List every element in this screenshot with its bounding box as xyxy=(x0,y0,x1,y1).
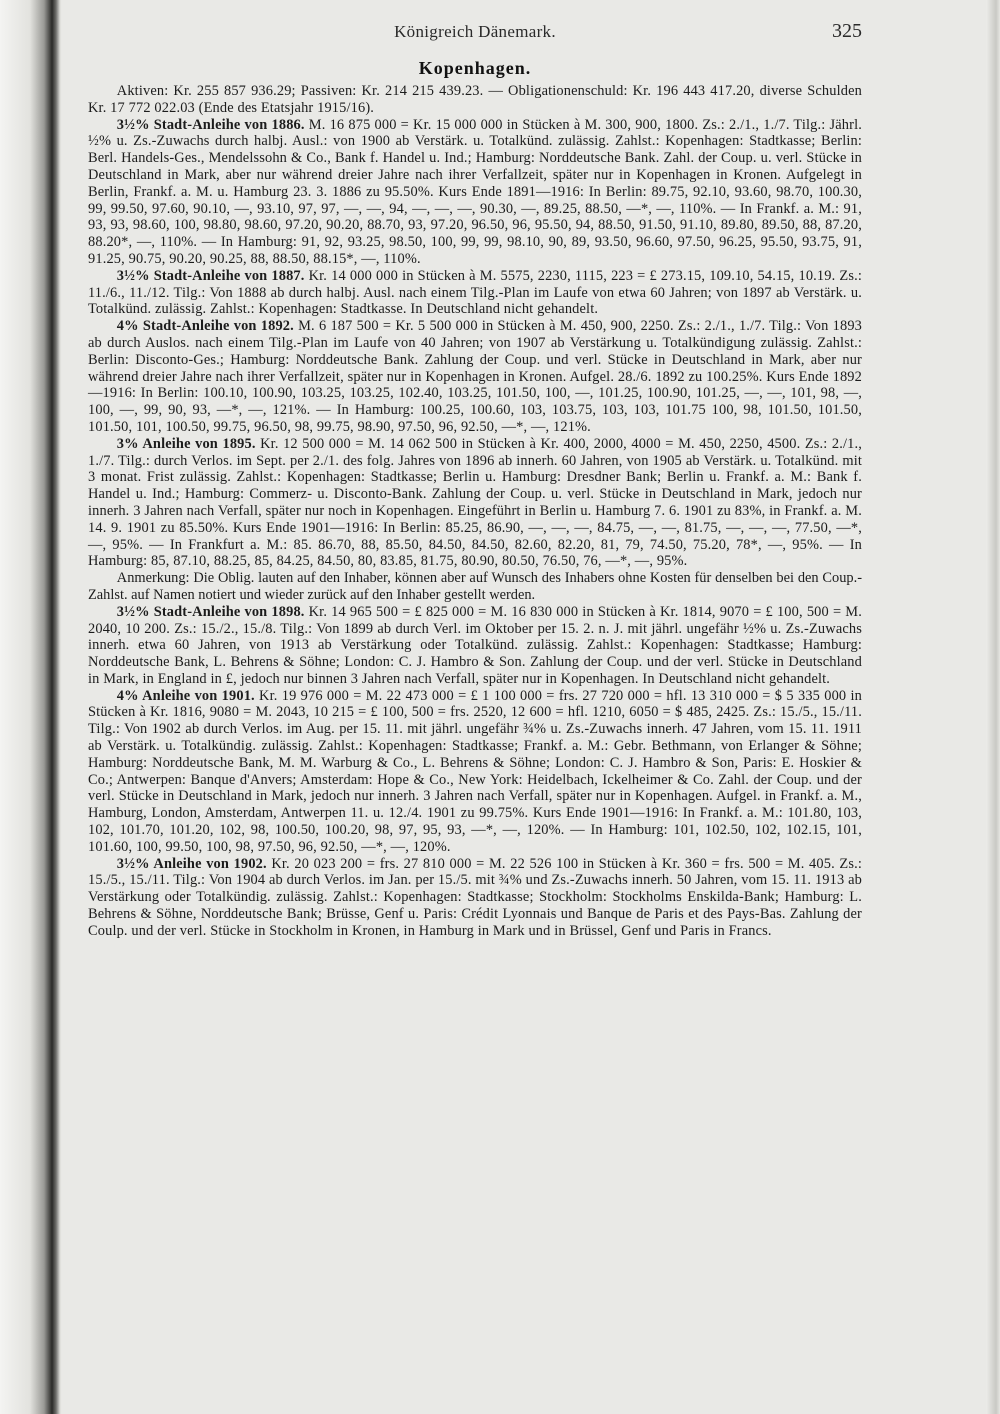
bond-entry-text: M. 16 875 000 = Kr. 15 000 000 in Stücken à M. 300, 900, 1800. Zs.: 2./1., 1./7. Tilg.: Jährl. ½% u. Zs.-Zuwachs durch halbj. Ausl.: von 1900 ab Verstärk. u. Totalkünd. zulässig. Zahlst.: Kopenhagen: Stadtkasse; Berlin: Berl. Handels-Ges., Mendelssohn & Co., Bank f. Handel u. Ind.; Hamburg: Norddeutsche Bank. Zahl. der Coup. u. verl. Stücke in Deutschland in Mark, aber nur während dreier Jahre nach ihrer Verfallzeit, später nur in Kopenhagen in Kronen. Aufgelegt in Berlin, Frankf. a. M. u. Hamburg 23. 3. 1886 zu 95.50%. Kurs Ende 1891—1916: In Berlin: 89.75, 92.10, 93.60, 98.70, 100.30, 99, 99.50, 97.60, 90.10, —, 93.10, 97, 97, —, —, 94, —, —, —, 90.30, —, 89.25, 88.50, —*, —, 110%. — In Frankf. a. M.: 91, 93, 93, 98.60, 100, 98.80, 98.60, 97.20, 90.20, 88.70, 93, 97.20, 96.50, 96, 95.50, 94, 88.50, 91.50, 91.10, 89.80, 89.50, 88, 87.20, 88.20*, —, 110%. — In Hamburg: 91, 92, 93.25, 98.50, 100, 99, 99, 98.10, 90, 89, 93.50, 96.60, 97.50, 96.25, 95.50, 93.75, 91, 91.25, 90.75, 90.20, 90.25, 88, 88.50, 88.15*, —, 110%. xyxy=(88,116,862,267)
bond-entry-text: Kr. 19 976 000 = M. 22 473 000 = £ 1 100 000 = frs. 27 720 000 = hfl. 13 310 000 = $ 5 335 000 in Stücken à Kr. 1816, 9080 = M. 2043, 10 215 = £ 100, 500 = frs. 2520, 12 600 = hfl. 1210, 6050 = $ 485, 2425. Zs.: 15./5., 15./11. Tilg.: Von 1902 ab durch Verlos. im Aug. per 15. 11. mit jährl. ungefähr ¾% u. Zs.-Zuwachs innerh. 47 Jahren, vom 15. 11. 1911 ab Verstärk. u. Totalkündig. zulässig. Zahlst.: Kopenhagen: Stadtkasse; Frankf. a. M.: Gebr. Bethmann, von Erlanger & Söhne; Hamburg: Norddeutsche Bank, M. M. Warburg & Co., L. Behrens & Söhne; London: C. J. Hambro & Son, Paris: E. Hoskier & Co.; Antwerpen: Banque d'Anvers; Amsterdam: Hope & Co., New York: Heidelbach, Ickelheimer & Co. Zahl. der Coup. und der verl. Stücke in Deutschland in Mark, jedoch nur innerh. 3 Jahren nach Verfall, später nur in Kopenhagen. Aufgel. in Frankf. a. M., Hamburg, London, Amsterdam, Antwerpen 11. u. 12./4. 1901 zu 99.75%. Kurs Ende 1901—1916: In Frankf. a. M.: 101.80, 103, 102, 101.70, 101.20, 102, 98, 100.50, 100.20, 98, 97, 95, 93, —*, —, 120%. — In Hamburg: 101, 102.50, 102, 102.15, 101, 101.60, 100, 99.50, 100, 98, 97.50, 96, 92.50, —*, —, 120%. xyxy=(88,687,863,855)
page-edge xyxy=(986,0,1000,1414)
bond-entries xyxy=(88,117,862,571)
bond-entry-text: Kr. 20 023 200 = frs. 27 810 000 = M. 22 526 100 in Stücken à Kr. 360 = frs. 500 = M. 405. Zs.: 15./5., 15./11. Tilg.: Von 1904 ab durch Verlos. im Jan. per 15./5. mit ¾% und Zs.-Zuwachs innerh. 50 Jahren, vom 15. 11. 1913 ab Verstärkung oder Totalkündig. zulässig. Zahlst.: Kopenhagen: Stadtkasse; Stockholm: Stockholms Enskilda-Bank; Hamburg: L. Behrens & Söhne, Norddeutsche Bank; Brüsse, Genf u. Paris: Crédit Lyonnais und Banque de Paris et des Pays-Bas. Zahlung der Coulp. und der verl. Stücke in Stockholm in Kronen, in Hamburg in Mark und in Brüssel, Genf und Paris in Francs. xyxy=(88,855,862,939)
bond-entry-title: 3½% Stadt-Anleihe von 1886. xyxy=(116,116,305,133)
bond-entry-title: 4% Stadt-Anleihe von 1892. xyxy=(116,318,294,335)
bond-entry xyxy=(88,856,862,940)
document-page xyxy=(88,18,862,940)
intro-paragraph: Aktiven: Kr. 255 857 936.29; Passiven: Kr. 214 215 439.23. — Obligationenschuld: Kr. 196 443 417.20, diverse Schulden Kr. 17 772 022.03 (Ende des Etatsjahr 1915/16). xyxy=(88,83,862,116)
bond-entry-title: 4% Anleihe von 1901. xyxy=(116,687,255,704)
section-heading: Kopenhagen. xyxy=(418,58,532,78)
running-head xyxy=(88,18,862,52)
bond-entry xyxy=(88,604,862,688)
bond-entry xyxy=(88,688,862,856)
bond-entry-title: 3½% Stadt-Anleihe von 1898. xyxy=(116,603,305,620)
bond-entry xyxy=(88,117,862,268)
binding-gutter xyxy=(0,0,62,1414)
bond-entry-text: Kr. 14 000 000 in Stücken à M. 5575, 2230, 1115, 223 = £ 273.15, 109.10, 54.15, 10.19. Zs.: 11./6., 11./12. Tilg.: Von 1888 ab durch halbj. Ausl. nach einem Tilg.-Plan im Laufe von etwa 60 Jahren; von 1897 ab Verstärk. u. Totalkünd. zulässig. Zahlst.: Kopenhagen: Stadtkasse. In Deutschland nicht gehandelt. xyxy=(88,267,863,318)
bond-entry-text: Kr. 14 965 500 = £ 825 000 = M. 16 830 000 in Stücken à Kr. 1814, 9070 = £ 100, 500 = M. 2040, 10 200. Zs.: 15./2., 15./8. Tilg.: Von 1899 ab durch Verl. im Oktober per 15. 2. n. J. mit jährl. ungefähr ½% u. Zs.-Zuwachs innerh. etwa 60 Jahren, von 1913 ab Verstärkung oder Totalkünd. zulässig. Zahlst.: Kopenhagen: Stadtkasse; Hamburg: Norddeutsche Bank, L. Behrens & Söhne; London: C. J. Hambro & Son. Zahlung der Coup. und der verl. Stücke in Deutschland in Mark, in England in £, jedoch nur binnen 3 Jahren nach Verfall, später nur in Kopenhagen. In Deutschland nicht gehandelt. xyxy=(88,603,862,687)
bond-entry-text: Kr. 12 500 000 = M. 14 062 500 in Stücken à Kr. 400, 2000, 4000 = M. 450, 2250, 4500. Zs.: 2./1., 1./7. Tilg.: durch Verlos. im Sept. per 2./1. des folg. Jahres von 1896 ab innerh. 60 Jahren, von 1905 ab Verstärk. u. Totalkünd. mit 3 monat. Frist zulässig. Zahlst.: Kopenhagen: Stadtkasse; Berlin u. Hamburg: Dresdner Bank; Berlin u. Frankf. a. M.: Bank f. Handel u. Ind.; Hamburg: Commerz- u. Disconto-Bank. Zahlung der Coup. u. verl. Stücke in Deutschland in Mark, jedoch nur innerh. 3 Jahren nach Verfall, später nur noch in Kopenhagen. Eingeführt in Berlin u. Hamburg 7. 6. 1901 zu 83%, in Frankf. a. M. 14. 9. 1901 zu 85.50%. Kurs Ende 1901—1916: In Berlin: 85.25, 86.90, —, —, —, 84.75, —, —, 81.75, —, —, —, 77.50, —*, —, 95%. — In Frankfurt a. M.: 85. 86.70, 88, 85.50, 84.50, 84.50, 82.60, 82.20, 81, 79, 74.50, 75.20, 78*, —, 95%. — In Hamburg: 85, 87.10, 88.25, 85, 84.25, 84.50, 80, 83.85, 81.75, 80.90, 80.50, 76.50, 76, —*, —, 95%. xyxy=(88,435,863,570)
bond-entry-title: 3½% Stadt-Anleihe von 1887. xyxy=(116,267,305,284)
page-number: 325 xyxy=(832,20,862,42)
bond-entries-continued xyxy=(88,604,862,940)
bond-entry xyxy=(88,268,862,318)
bond-entry-title: 3% Anleihe von 1895. xyxy=(116,435,256,452)
bond-entry-title: 3½% Anleihe von 1902. xyxy=(116,855,267,872)
bond-entry xyxy=(88,436,862,570)
bond-entry xyxy=(88,318,862,436)
running-title: Königreich Dänemark. xyxy=(394,22,556,41)
remark-paragraph: Anmerkung: Die Oblig. lauten auf den Inhaber, können aber auf Wunsch des Inhabers ohne Kosten für denselben bei den Coup.-Zahlst. auf Namen notiert und wieder zurück auf den Inhaber gestellt werden. xyxy=(88,570,862,603)
bond-entry-text: M. 6 187 500 = Kr. 5 500 000 in Stücken à M. 450, 900, 2250. Zs.: 2./1., 1./7. Tilg.: Von 1893 ab durch Auslos. nach einem Tilg.-Plan im Laufe von 40 Jahren; von 1907 ab Verstärkung u. Totalkündigung zulässig. Zahlst.: Berlin: Disconto-Ges.; Hamburg: Norddeutsche Bank. Zahlung der Coup. und verl. Stücke in Deutschland in Mark, aber nur während dreier Jahre nach ihrer Verfallzeit, später nur in Kopenhagen in Kronen. Aufgel. 28./6. 1892 zu 100.25%. Kurs Ende 1892—1916: In Berlin: 100.10, 100.90, 103.25, 103.25, 102.40, 103.25, 101.50, 100, —, 101.25, 100.90, 101.25, —, —, 101, 98, —, 100, —, 99, 90, 93, —*, —, 121%. — In Hamburg: 100.25, 100.60, 103, 103.75, 103, 103, 101.75 100, 98, 101.50, 101.50, 101.50, 101, 100.50, 99.75, 96.50, 98, 99.75, 98.90, 97.50, 96, 92.50, —*, —, 121%. xyxy=(88,318,863,435)
